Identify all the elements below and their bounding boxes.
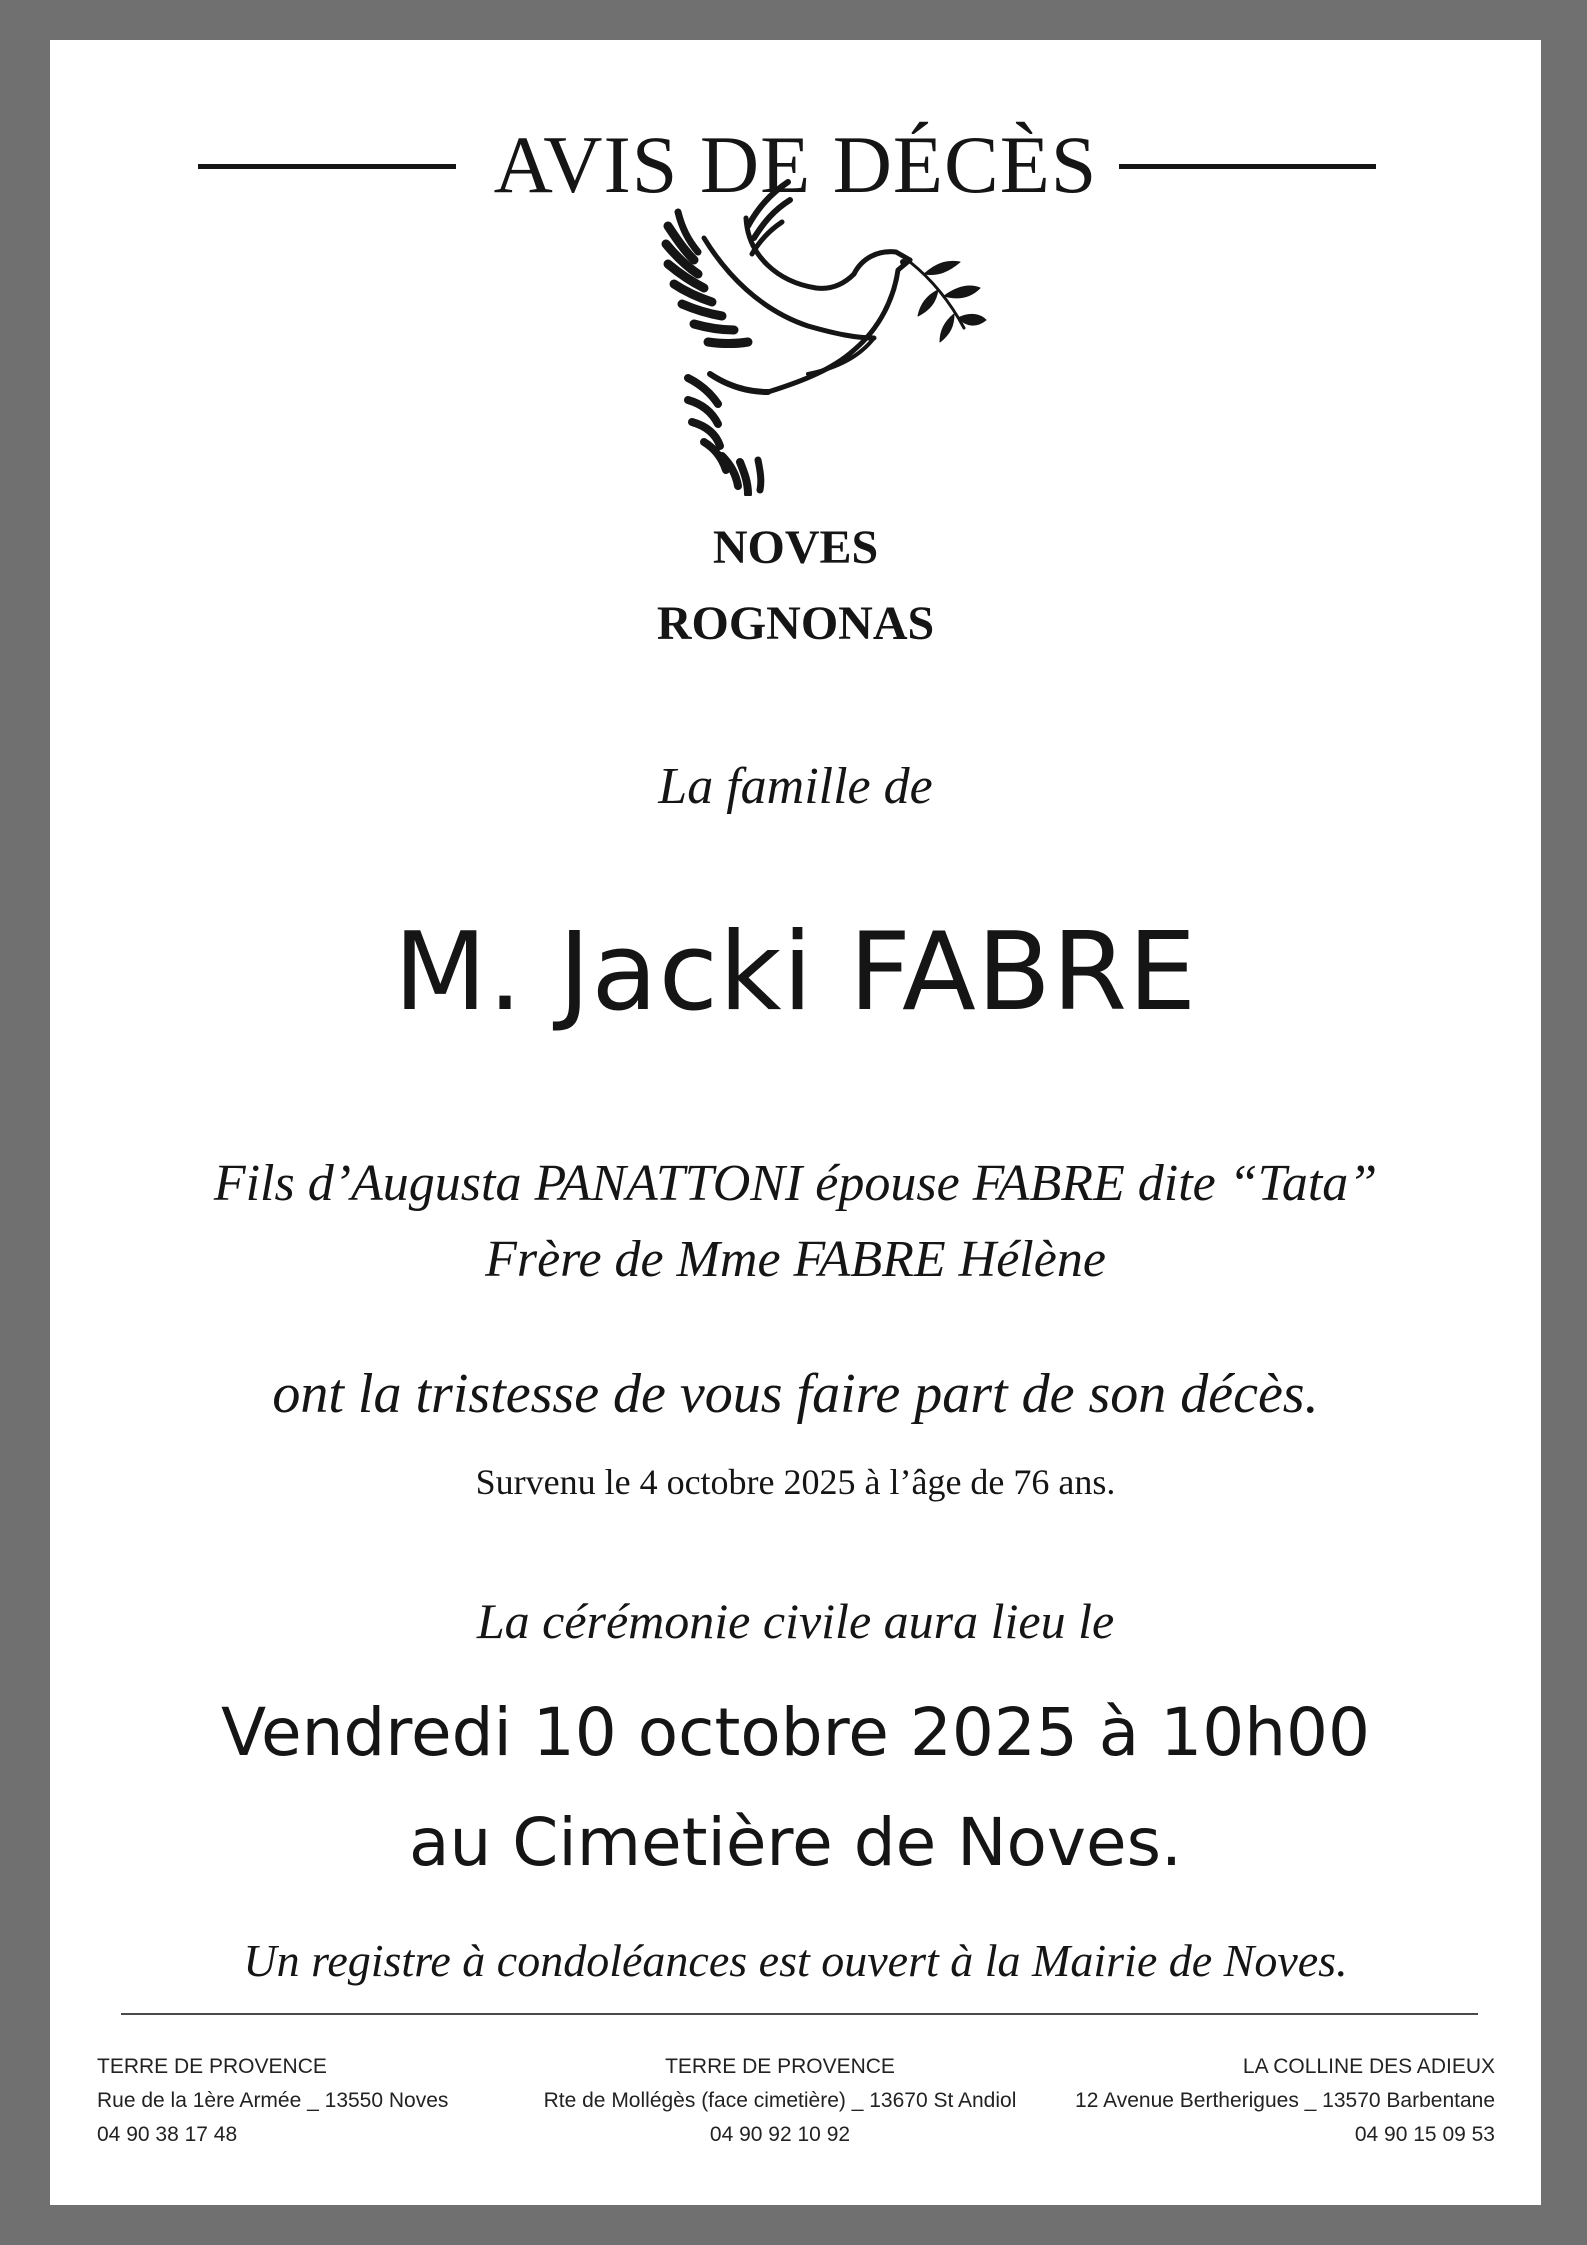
obituary-notice	[50, 40, 1541, 2205]
town-list	[50, 510, 1541, 662]
funeral-home-right	[1075, 2050, 1495, 2152]
title-rule-right	[1119, 164, 1376, 169]
ceremony-place: au Cimetière de Noves.	[409, 1804, 1182, 1881]
funeral-home-left	[97, 2050, 448, 2152]
funeral-home-phone: 04 90 38 17 48	[97, 2123, 238, 2146]
funeral-home-middle	[520, 2050, 1040, 2152]
deceased-name: M. Jacki FABRE	[393, 910, 1198, 1035]
funeral-home-name: TERRE DE PROVENCE	[665, 2055, 895, 2078]
family-relations	[50, 1146, 1541, 1298]
relation-line: Frère de Mme FABRE Hélène	[485, 1231, 1106, 1288]
town-name: NOVES	[712, 521, 879, 574]
page-title: AVIS DE DÉCÈS	[493, 119, 1098, 210]
funeral-home-address: Rue de la 1ère Armée _ 13550 Noves	[97, 2089, 449, 2112]
ceremony-date: Vendredi 10 octobre 2025 à 10h00	[220, 1694, 1371, 1771]
funeral-home-phone: 04 90 92 10 92	[709, 2123, 851, 2146]
funeral-home-address: Rte de Mollégès (face cimetière) _ 13670 St Andiol	[543, 2089, 1017, 2112]
death-detail: Survenu le 4 octobre 2025 à l’âge de 76 ans.	[475, 1462, 1116, 1502]
ceremony-intro: La cérémonie civile aura lieu le	[476, 1593, 1115, 1649]
funeral-home-phone: 04 90 15 09 53	[1354, 2123, 1495, 2146]
funeral-home-name: TERRE DE PROVENCE	[97, 2055, 327, 2078]
funeral-home-address: 12 Avenue Bertherigues _ 13570 Barbentane	[1075, 2089, 1495, 2112]
registry-note: Un registre à condoléances est ouvert à la Mairie de Noves.	[243, 1935, 1348, 1986]
ceremony-details	[50, 1678, 1541, 1898]
town-name: ROGNONAS	[656, 597, 935, 650]
family-intro: La famille de	[658, 758, 933, 815]
footer-divider	[121, 2013, 1478, 2015]
relation-line: Fils d’Augusta PANATTONI épouse FABRE dite “Tata”	[213, 1155, 1378, 1212]
announcement: ont la tristesse de vous faire part de son décès.	[272, 1363, 1319, 1425]
funeral-home-name: LA COLLINE DES ADIEUX	[1242, 2055, 1495, 2078]
dove-with-olive-branch-icon	[648, 178, 988, 496]
